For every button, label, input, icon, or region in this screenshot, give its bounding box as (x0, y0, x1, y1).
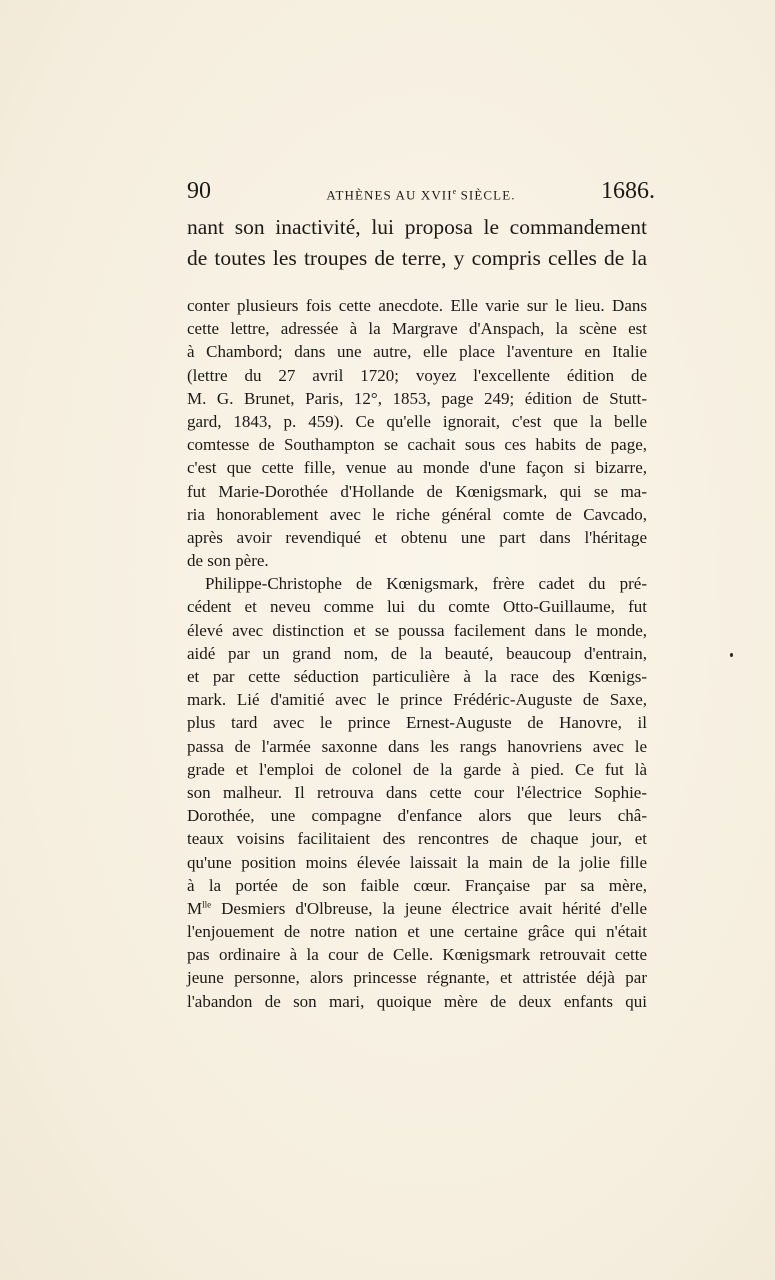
mlle-abbrev: M (187, 898, 203, 918)
footnote-line: à Chambord; dans une autre, elle place l'aventure en Italie (187, 342, 647, 362)
footnote-line: l'abandon de son mari, quoique mère de deux enfants qui (187, 991, 647, 1011)
main-text-block (187, 212, 647, 274)
mlle-sup: lle (202, 899, 212, 910)
footnote-line: l'enjouement de notre nation et une certaine grâce qui n'était (187, 922, 647, 942)
running-title (187, 187, 655, 203)
footnote-line: fut Marie-Dorothée d'Hollande de Kœnigsmark, qui se ma- (187, 481, 647, 501)
running-header (187, 178, 655, 210)
ink-speck (730, 653, 733, 657)
footnote-line: après avoir revendiqué et obtenu une part dans l'héritage (187, 527, 647, 547)
footnote-line: grade et l'emploi de colonel de la garde à pied. Ce fut là (187, 759, 647, 779)
footnote-line: conter plusieurs fois cette anecdote. Elle varie sur le lieu. Dans (187, 296, 647, 315)
footnote-line: à la portée de son faible cœur. Française par sa mère, (187, 875, 647, 895)
footnote-line: pas ordinaire à la cour de Celle. Kœnigsmark retrouvait cette (187, 945, 647, 965)
footnote-line: c'est que cette fille, venue au monde d'une façon si bizarre, (187, 458, 647, 478)
running-title-sup: e (452, 187, 457, 196)
footnote-line: ria honorablement avec le riche général comte de Cavcado, (187, 504, 647, 524)
footnote-line: comtesse de Southampton se cachait sous ces habits de page, (187, 435, 647, 455)
footnote-line: mark. Lié d'amitié avec le prince Frédéric-Auguste de Saxe, (187, 690, 647, 710)
footnote-line: teaux voisins facilitaient des rencontres de chaque jour, et (187, 829, 647, 849)
footnote-line: (lettre du 27 avril 1720; voyez l'excellente édition de (187, 365, 647, 385)
year-label: 1686. (601, 178, 655, 204)
footnote-line: gard, 1843, p. 459). Ce qu'elle ignorait, c'est que la belle (187, 411, 647, 431)
footnote-line: de son père. (187, 551, 269, 571)
main-text-line: de toutes les troupes de terre, y compris celles de la (187, 246, 647, 270)
footnote-line-mlle (187, 897, 647, 920)
footnote-block (187, 294, 647, 1013)
footnote-line: qu'une position moins élevée laissait la main de la jolie fille (187, 852, 647, 872)
main-text-line: nant son inactivité, lui proposa le commandement (187, 215, 647, 239)
footnote-line: élevé avec distinction et se poussa facilement dans le monde, (187, 620, 647, 640)
footnote-line: jeune personne, alors princesse régnante, et attristée déjà par (187, 968, 647, 988)
running-title-main: ATHÈNES AU XVII (326, 187, 453, 203)
mlle-rest: Desmiers d'Olbreuse, la jeune électrice avait hérité d'elle (211, 898, 647, 918)
footnote-line: cette lettre, adressée à la Margrave d'Anspach, la scène est (187, 319, 647, 339)
footnote-line: cédent et neveu comme lui du comte Otto-Guillaume, fut (187, 597, 647, 617)
footnote-line: Dorothée, une compagne d'enfance alors que leurs châ- (187, 806, 647, 826)
footnote-line: plus tard avec le prince Ernest-Auguste de Hanovre, il (187, 713, 647, 733)
footnote-line: son malheur. Il retrouva dans cette cour l'électrice Sophie- (187, 782, 647, 802)
footnote-line: M. G. Brunet, Paris, 12°, 1853, page 249; édition de Stutt- (187, 388, 647, 408)
footnote-line: passa de l'armée saxonne dans les rangs hanovriens avec le (187, 736, 647, 756)
footnote-line: et par cette séduction particulière à la race des Kœnigs- (187, 667, 647, 686)
footnote-line: Philippe-Christophe de Kœnigsmark, frère cadet du pré- (205, 574, 647, 594)
footnote-line: aidé par un grand nom, de la beauté, beaucoup d'entrain, (187, 643, 647, 663)
page-number: 90 (187, 178, 211, 204)
running-title-end: SIÈCLE. (456, 187, 516, 203)
